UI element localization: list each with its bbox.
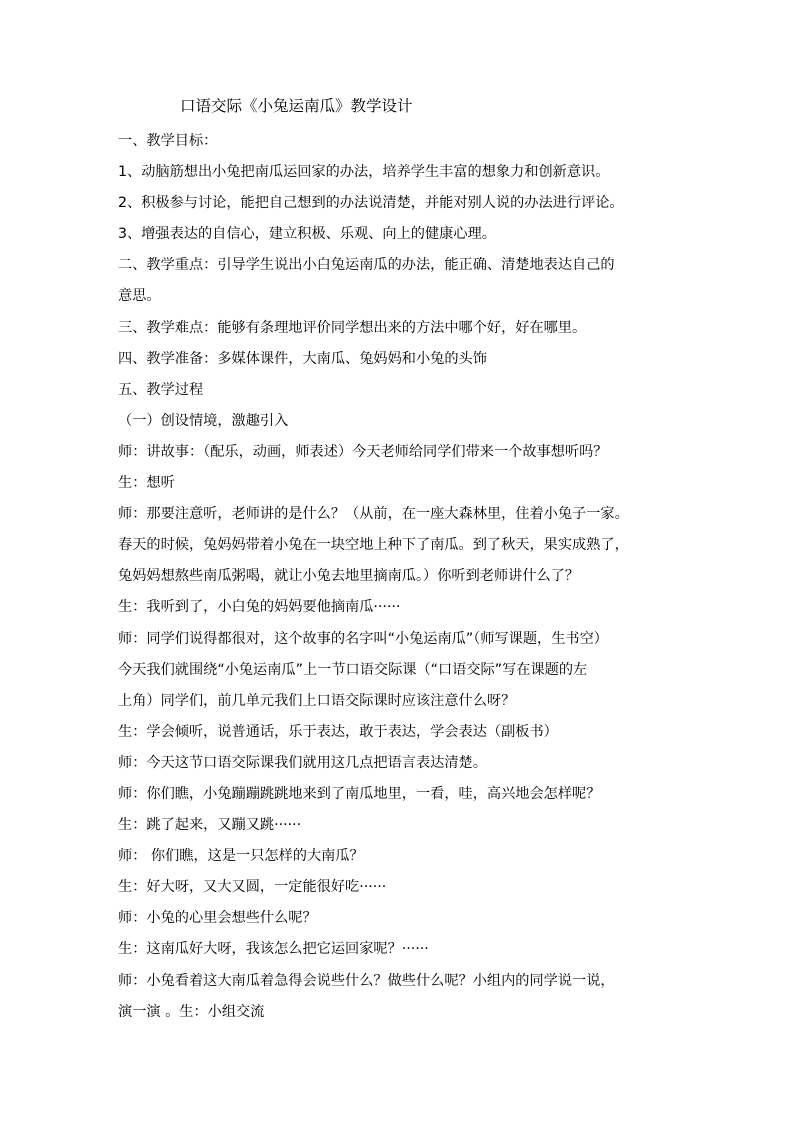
body-line: 生：学会倾听，说普通话，乐于表达，敢于表达，学会表达（副板书）: [118, 723, 558, 740]
body-line: 2、积极参与讨论，能把自己想到的办法说清楚，并能对别人说的办法进行评论。: [118, 195, 624, 212]
body-line: 一、教学目标：: [118, 133, 218, 149]
body-line: 生：跳了起来，又蹦又跳······: [118, 817, 302, 834]
body-line: 今天我们就围绕“小兔运南瓜”上一节口语交际课（“口语交际”写在课题的左: [118, 661, 588, 678]
body-line: 师：你们瞧，小兔蹦蹦跳跳地来到了南瓜地里，一看，哇，高兴地会怎样呢？: [118, 785, 601, 802]
body-line: 生：这南瓜好大呀，我该怎么把它运回家呢？······: [118, 941, 429, 958]
body-line: 1、动脑筋想出小兔把南瓜运回家的办法，培养学生丰富的想象力和创新意识。: [118, 164, 610, 181]
body-line: 生：好大呀，又大又圆，一定能很好吃······: [118, 879, 387, 896]
body-line: 师：讲故事：（配乐，动画，师表述）今天老师给同学们带来一个故事想听吗？: [118, 443, 608, 460]
body-line: 师：小兔的心里会想些什么呢？: [118, 910, 317, 927]
body-line: 五、教学过程: [118, 381, 204, 398]
document-title: 口语交际《小兔运南瓜》教学设计: [180, 97, 413, 115]
body-line: 二、教学重点：引导学生说出小白兔运南瓜的办法，能正确、清楚地表达自己的: [118, 257, 615, 274]
body-line: 师：同学们说得都很对，这个故事的名字叫“小兔运南瓜”（师写课题，生书空）: [118, 630, 608, 647]
body-line: 意思。: [118, 288, 161, 305]
body-line: （一）创设情境，激趣引入: [118, 412, 289, 429]
body-line: 师：小兔看着这大南瓜着急得会说些什么？做些什么呢？小组内的同学说一说，: [118, 972, 615, 989]
body-line: 生：想听: [118, 475, 175, 492]
body-line: 师：今天这节口语交际课我们就用这几点把语言表达清楚。: [118, 754, 487, 771]
body-line: 师： 你们瞧，这是一只怎样的大南瓜？: [118, 848, 364, 865]
body-line: 演一演 。生：小组交流: [118, 1003, 265, 1020]
document-body: [118, 126, 678, 1028]
body-line: 兔妈妈想熬些南瓜粥喝，就让小兔去地里摘南瓜。）你听到老师讲什么了？: [118, 568, 580, 585]
body-line: 3、增强表达的自信心，建立积极、乐观、向上的健康心理。: [118, 226, 496, 243]
body-line: 春天的时候，兔妈妈带着小兔在一块空地上种下了南瓜。到了秋天，果实成熟了，: [118, 537, 629, 554]
body-line: 三、教学难点：能够有条理地评价同学想出来的方法中哪个好，好在哪里。: [118, 319, 587, 336]
body-line: 上角）同学们，前几单元我们上口语交际课时应该注意什么呀？: [118, 692, 516, 709]
body-line: 生：我听到了，小白兔的妈妈要他摘南瓜······: [118, 599, 401, 616]
body-line: 师：那要注意听，老师讲的是什么？（从前，在一座大森林里，住着小兔子一家。: [118, 506, 629, 523]
body-line: 四、教学准备：多媒体课件，大南瓜、兔妈妈和小兔的头饰: [118, 350, 487, 367]
